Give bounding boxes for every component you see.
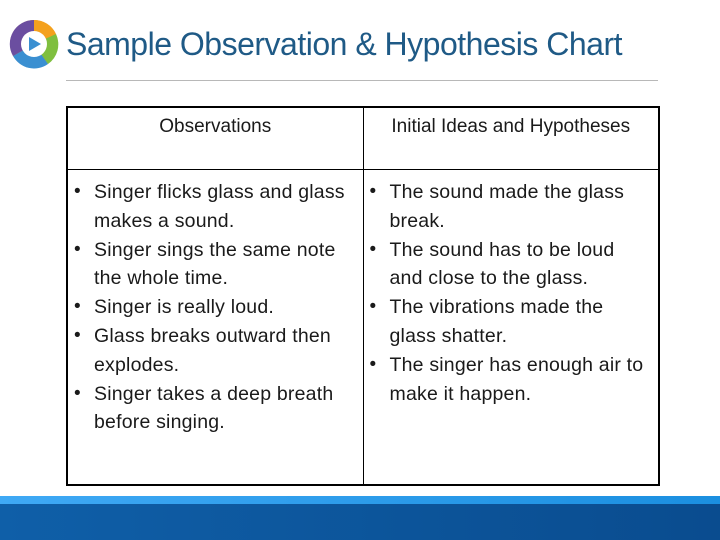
page-title: Sample Observation & Hypothesis Chart	[66, 26, 622, 62]
list-item: • The sound made the glass break.	[364, 178, 659, 236]
table-row	[67, 170, 659, 486]
hypotheses-cell	[363, 170, 659, 486]
observations-header: Observations	[67, 107, 363, 170]
title-divider	[66, 80, 658, 81]
list-item: • The sound has to be loud and close to the glass.	[364, 236, 659, 294]
cycle-icon	[8, 18, 60, 70]
list-item: • Singer sings the same note the whole time.	[68, 236, 363, 294]
observations-list	[68, 178, 363, 437]
observation-hypothesis-table	[66, 106, 660, 486]
list-item: • The vibrations made the glass shatter.	[364, 293, 659, 351]
footer-stripe	[0, 496, 720, 504]
hypotheses-header: Initial Ideas and Hypotheses	[363, 107, 659, 170]
list-item: • Singer is really loud.	[68, 293, 363, 322]
list-item: • Singer flicks glass and glass makes a sound.	[68, 178, 363, 236]
list-item: • Singer takes a deep breath before singing.	[68, 380, 363, 438]
list-item: • Glass breaks outward then explodes.	[68, 322, 363, 380]
table-header-row	[67, 107, 659, 170]
list-item: • The singer has enough air to make it happen.	[364, 351, 659, 409]
footer-bar	[0, 504, 720, 540]
observations-cell	[67, 170, 363, 486]
hypotheses-list	[364, 178, 659, 408]
